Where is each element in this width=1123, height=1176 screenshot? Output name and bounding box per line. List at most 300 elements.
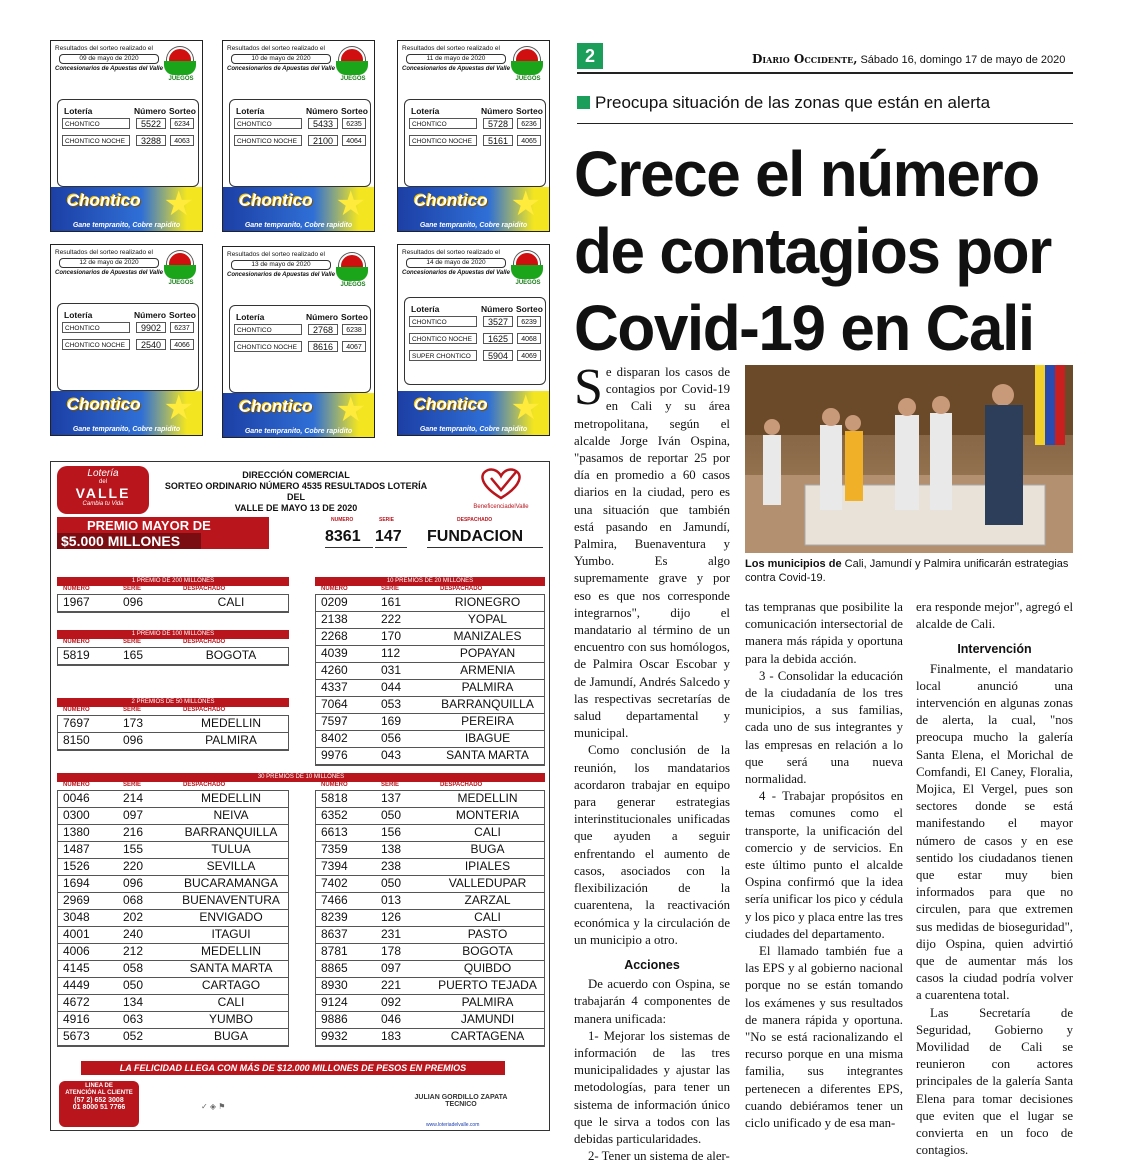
lottery-name: CHONTICO NOCHE <box>62 135 130 146</box>
prize-row <box>57 824 289 842</box>
prize-row <box>315 875 545 893</box>
prize-city: MEDELLIN <box>200 791 262 805</box>
prize-number: 8865 <box>321 961 348 975</box>
prize-city: POPAYAN <box>459 646 516 660</box>
prize-number: 4145 <box>63 961 90 975</box>
line-l3: (57 2) 652 3008 <box>74 1097 124 1104</box>
prize-row <box>315 594 545 612</box>
kicker-rule <box>577 123 1073 124</box>
issue-date: Sábado 16, domingo 17 de mayo de 2020 <box>860 54 1066 66</box>
winning-number: 2100 <box>308 135 338 146</box>
prize-serie: 214 <box>123 791 144 805</box>
logo-top: Lotería <box>87 468 119 479</box>
prize-number: 5818 <box>321 791 348 805</box>
prize-number: 2268 <box>321 629 348 643</box>
prize-number: 5819 <box>63 648 90 662</box>
prize-number: 4260 <box>321 663 348 677</box>
chontico-card <box>397 40 550 232</box>
caption-text: Cali, Jamundí y Palmira unificarán estrategias contra Covid-19. <box>745 558 1069 584</box>
juegos-label: JUEGOS <box>515 76 541 82</box>
draw-number: 4064 <box>342 135 366 146</box>
col-numero: Número <box>481 106 514 116</box>
prize-row <box>315 730 545 748</box>
prize-col-header: NUMERO <box>63 707 90 713</box>
logo-del: del <box>98 479 107 485</box>
chontico-banner <box>223 393 374 437</box>
results-table <box>57 99 199 187</box>
chontico-brand: Chontico <box>239 191 313 210</box>
prize-col-header: NUMERO <box>63 586 90 592</box>
prize-title: 30 PREMIOS DE 10 MILLONES <box>57 773 545 782</box>
chontico-brand: Chontico <box>414 395 488 414</box>
col-loteria: Lotería <box>236 312 265 322</box>
prize-serie: 050 <box>381 876 402 890</box>
lottery-name: CHONTICO <box>62 118 130 129</box>
col-sorteo: Sorteo <box>169 310 196 320</box>
prize-serie: 096 <box>123 595 144 609</box>
loteria-logo <box>57 466 149 514</box>
prize-city: MEDELLIN <box>457 791 518 805</box>
beneficencia-logo <box>461 466 541 514</box>
draw-number: 4063 <box>170 135 194 146</box>
chontico-banner <box>398 187 549 231</box>
prize-number: 4449 <box>63 978 90 992</box>
winning-number: 5522 <box>136 118 166 129</box>
prize-row <box>315 960 545 978</box>
prize-number: 8930 <box>321 978 348 992</box>
prize-city: CALI <box>474 910 501 924</box>
col-numero: Número <box>481 304 514 314</box>
green-swoosh-icon <box>164 61 196 75</box>
winning-number: 3288 <box>136 135 166 146</box>
chontico-brand: Chontico <box>414 191 488 210</box>
kicker <box>577 93 990 113</box>
prize-row <box>315 790 545 808</box>
prize-number: 6613 <box>321 825 348 839</box>
prize-city: PALMIRA <box>461 995 514 1009</box>
caption-bold: Los municipios de <box>745 558 842 570</box>
photo-caption <box>745 557 1073 585</box>
card-concession: Concesionarios de Apuestas del Valle <box>227 272 335 278</box>
prize-city: TULUA <box>211 842 251 856</box>
chontico-card <box>50 40 203 232</box>
winning-number: 8616 <box>308 341 338 352</box>
card-header <box>55 249 165 277</box>
paper-name: Diario Occidente, <box>752 52 858 66</box>
loteria-url: www.loteriadelvalle.com <box>426 1122 480 1128</box>
col1-p3: De acuerdo con Ospina, se trabajarán 4 componentes de manera unificada: <box>574 977 730 1026</box>
card-date: 10 de mayo de 2020 <box>231 54 331 64</box>
prize-number: 1694 <box>63 876 90 890</box>
prize-col-header: NUMERO <box>63 639 90 645</box>
card-header-prefix: Resultados del sorteo realizado el <box>227 45 325 52</box>
prize-number: 9932 <box>321 1029 348 1043</box>
prize-number: 1487 <box>63 842 90 856</box>
prize-number: 8781 <box>321 944 348 958</box>
col-sorteo: Sorteo <box>341 312 368 322</box>
chontico-brand: Chontico <box>67 395 141 414</box>
prize-row <box>315 841 545 859</box>
card-date: 14 de mayo de 2020 <box>406 258 506 268</box>
draw-number: 4068 <box>517 333 541 344</box>
col3-p3: Las Secretaría de Seguridad, Gobierno y Movilidad de Cali se reunieron con actores principales de la galería Santa Elena para tomar decisiones que eviten que el lugar se convierta en un foco de contagios. <box>916 1005 1073 1158</box>
line-l1: LINEA DE <box>85 1083 113 1089</box>
prize-number: 9886 <box>321 1012 348 1026</box>
prize-number: 8402 <box>321 731 348 745</box>
winning-number: 5433 <box>308 118 338 129</box>
prize-serie: 221 <box>381 978 402 992</box>
prize-number: 8239 <box>321 910 348 924</box>
premio-lbl-serie: SERIE <box>379 517 395 523</box>
premio-mayor-serie: 147 <box>375 527 407 548</box>
chontico-brand: Chontico <box>67 191 141 210</box>
prize-serie: 156 <box>381 825 402 839</box>
subhead-intervencion: Intervención <box>957 642 1032 657</box>
prize-serie: 063 <box>123 1012 144 1026</box>
prize-serie: 231 <box>381 927 402 941</box>
draw-number: 4066 <box>170 339 194 350</box>
card-header <box>402 249 512 277</box>
headline: Crece el número de contagios por Covid-19 en Cali <box>574 138 1051 364</box>
prize-serie: 202 <box>123 910 144 924</box>
prize-title: 1 PREMIO DE 200 MILLONES <box>57 577 289 586</box>
card-concession: Concesionarios de Apuestas del Valle <box>402 270 510 276</box>
prize-city: SEVILLA <box>206 859 256 873</box>
prize-row <box>315 696 545 714</box>
prize-serie: 238 <box>381 859 402 873</box>
col-sorteo: Sorteo <box>341 106 368 116</box>
prize-row <box>315 824 545 842</box>
drop-cap: S <box>574 359 603 416</box>
col-loteria: Lotería <box>236 106 265 116</box>
officials-photo-illustration <box>745 365 1073 553</box>
winning-number: 9902 <box>136 322 166 333</box>
draw-number: 4069 <box>517 350 541 361</box>
chontico-banner <box>51 391 202 435</box>
prize-city: MEDELLIN <box>200 944 262 958</box>
prize-number: 8637 <box>321 927 348 941</box>
prize-serie: 056 <box>381 731 402 745</box>
prize-serie: 216 <box>123 825 144 839</box>
prize-row <box>315 926 545 944</box>
col-numero: Número <box>134 106 167 116</box>
col1-p1: e disparan los casos de contagios por Covid-19 en Cali y su área metropolitana, según el alcalde Jorge Iván Ospina, "pasamos de reportar 25 por día en promedio a 60 casos diarios en la ciudad, pero es una situación que también está pasando en Jamundí, Palmira, Buenaventura y Yumbo. Es algo supremamente grave y por eso es que nos corresponde integrarnos", dijo el mandatario al término de un encuentro con sus homólogos, de Palmira Oscar Escobar y de Jamundí, Andrés Salcedo y las respectivas secretarías de salud departamental y municipal. <box>574 365 730 741</box>
prize-serie: 046 <box>381 1012 402 1026</box>
star-icon: ★ <box>335 185 366 223</box>
page-number: 2 <box>577 43 603 69</box>
chontico-card <box>222 246 375 438</box>
card-header <box>402 45 512 73</box>
chontico-row <box>62 135 194 147</box>
premio-mayor-despachado: FUNDACION <box>427 527 543 548</box>
prize-row <box>57 858 289 876</box>
chontico-card <box>222 40 375 232</box>
chontico-slogan: Gane tempranito, Cobre rapidito <box>72 222 181 229</box>
prize-serie: 096 <box>123 876 144 890</box>
draw-number: 6234 <box>170 118 194 129</box>
prize-number: 7064 <box>321 697 348 711</box>
prize-number: 0300 <box>63 808 90 822</box>
prize-city: PALMIRA <box>205 733 257 747</box>
prize-city: VALLEDUPAR <box>448 876 527 890</box>
card-date: 11 de mayo de 2020 <box>406 54 506 64</box>
juegos-label: JUEGOS <box>515 280 541 286</box>
prize-serie: 112 <box>381 646 401 660</box>
prize-city: CALI <box>217 595 245 609</box>
chontico-row <box>409 118 541 130</box>
prize-row <box>315 943 545 961</box>
prize-city: BARRANQUILLA <box>184 825 278 839</box>
chontico-banner <box>223 187 374 231</box>
prize-row <box>315 645 545 663</box>
prize-title: 10 PREMIOS DE 20 MILLONES <box>315 577 545 586</box>
prize-number: 2138 <box>321 612 348 626</box>
green-swoosh-icon <box>164 265 196 279</box>
prize-number: 1526 <box>63 859 90 873</box>
prize-serie: 240 <box>123 927 144 941</box>
chontico-row <box>234 324 366 336</box>
prize-row <box>57 892 289 910</box>
prize-serie: 165 <box>123 648 144 662</box>
customer-line <box>59 1081 139 1127</box>
prize-serie: 134 <box>123 995 144 1009</box>
logo-name: VALLE <box>75 485 131 501</box>
loteria-del-valle-results <box>50 461 550 1131</box>
prize-city: SANTA MARTA <box>446 748 529 762</box>
prize-row <box>315 909 545 927</box>
prize-number: 9976 <box>321 748 348 762</box>
prize-serie: 043 <box>381 748 402 762</box>
prize-serie: 031 <box>381 663 402 677</box>
prize-row <box>315 892 545 910</box>
results-table <box>229 99 371 187</box>
prize-serie: 096 <box>123 733 144 747</box>
winning-number: 2540 <box>136 339 166 350</box>
title-line3: VALLE DE MAYO 13 DE 2020 <box>234 503 358 513</box>
winning-number: 1625 <box>483 333 513 344</box>
sponsor-logos: ✓ ◈ ⚑ <box>201 1102 226 1111</box>
prize-number: 4337 <box>321 680 348 694</box>
prize-number: 4001 <box>63 927 90 941</box>
prize-serie: 220 <box>123 859 144 873</box>
lottery-name: CHONTICO NOCHE <box>234 135 302 146</box>
prize-city: NEIVA <box>213 808 249 822</box>
chontico-slogan: Gane tempranito, Cobre rapidito <box>72 426 181 433</box>
prize-serie: 137 <box>381 791 402 805</box>
kicker-square-icon <box>577 96 590 109</box>
prize-row <box>315 858 545 876</box>
prize-col-header: SERIE <box>123 707 142 713</box>
premio-mayor-label: PREMIO MAYOR DE <box>87 518 211 533</box>
card-date: 12 de mayo de 2020 <box>59 258 159 268</box>
prize-row <box>315 977 545 995</box>
prize-city: MEDELLIN <box>200 716 262 730</box>
prize-city: BUENAVENTURA <box>182 893 280 907</box>
prize-serie: 013 <box>381 893 402 907</box>
draw-number: 4065 <box>517 135 541 146</box>
chontico-row <box>409 135 541 147</box>
prize-serie: 212 <box>123 944 144 958</box>
prize-number: 0209 <box>321 595 348 609</box>
juegos-logo <box>164 47 198 85</box>
prize-col-header: NUMERO <box>321 586 348 592</box>
prize-number: 7597 <box>321 714 348 728</box>
prize-row <box>57 994 289 1012</box>
prize-serie: 044 <box>381 680 402 694</box>
prize-col-header: NUMERO <box>321 782 348 788</box>
prize-number: 7466 <box>321 893 348 907</box>
winning-number: 5728 <box>483 118 513 129</box>
green-swoosh-icon <box>336 61 368 75</box>
prize-row <box>57 647 289 665</box>
signer-name: JULIAN GORDILLO ZAPATA <box>414 1094 508 1101</box>
prize-row <box>57 977 289 995</box>
draw-number: 6239 <box>517 316 541 327</box>
prize-col-header: SERIE <box>381 586 400 592</box>
prize-city: MANIZALES <box>453 629 522 643</box>
chontico-row <box>62 339 194 351</box>
prize-number: 4039 <box>321 646 348 660</box>
prize-row <box>57 926 289 944</box>
col1-p4: 1- Mejorar los sistemas de información de las tres municipalidades y ajustar las metodologías, para tener un sistema de información único que le sirva a todos con las debidas particularidades. <box>574 1028 730 1146</box>
prize-row <box>315 628 545 646</box>
news-photo <box>745 365 1073 553</box>
winning-number: 5161 <box>483 135 513 146</box>
footer-slogan: LA FELICIDAD LLEGA CON MÁS DE $12.000 MILLONES DE PESOS EN PREMIOS <box>81 1061 505 1075</box>
draw-number: 4067 <box>342 341 366 352</box>
prize-city: IBAGUE <box>464 731 511 745</box>
prize-serie: 097 <box>123 808 144 822</box>
prize-number: 0046 <box>63 791 90 805</box>
prize-city: PEREIRA <box>461 714 514 728</box>
chontico-row <box>409 333 541 345</box>
col-loteria: Lotería <box>411 106 440 116</box>
prize-row <box>315 713 545 731</box>
draw-number: 6235 <box>342 118 366 129</box>
draw-number: 6237 <box>170 322 194 333</box>
prize-city: BOGOTA <box>205 648 257 662</box>
prize-number: 1380 <box>63 825 90 839</box>
prize-serie: 169 <box>381 714 402 728</box>
prize-col-header: SERIE <box>123 586 142 592</box>
prize-city: BARRANQUILLA <box>441 697 534 711</box>
prize-row <box>315 807 545 825</box>
lottery-name: SUPER CHONTICO <box>409 350 477 361</box>
kicker-text: Preocupa situación de las zonas que están en alerta <box>595 93 991 112</box>
star-icon: ★ <box>163 389 194 427</box>
col2-p2: 3 - Consolidar la educación de la ciudadanía de los tres municipios, a sus familias, cada uno de sus integrantes y las empresas en relación a lo que será una nueva normalidad. <box>745 668 903 787</box>
prize-row <box>57 594 289 612</box>
winning-number: 3527 <box>483 316 513 327</box>
prize-number: 7402 <box>321 876 348 890</box>
prize-row <box>57 1011 289 1029</box>
juegos-label: JUEGOS <box>168 280 194 286</box>
premio-mayor-numero: 8361 <box>325 527 373 548</box>
prize-number: 7697 <box>63 716 90 730</box>
star-icon: ★ <box>510 389 541 427</box>
juegos-label: JUEGOS <box>340 76 366 82</box>
prize-city: CALI <box>217 995 245 1009</box>
prize-serie: 161 <box>381 595 402 609</box>
prize-serie: 138 <box>381 842 402 856</box>
card-header-prefix: Resultados del sorteo realizado el <box>55 45 153 52</box>
prize-title: 2 PREMIOS DE 50 MILLONES <box>57 698 289 707</box>
title-line2: SORTEO ORDINARIO NÚMERO 4535 RESULTADOS LOTERÍA DEL <box>164 481 428 502</box>
prize-serie: 053 <box>381 697 402 711</box>
winning-number: 2768 <box>308 324 338 335</box>
col-sorteo: Sorteo <box>169 106 196 116</box>
prize-city: PASTO <box>467 927 508 941</box>
prize-col-header: DESPACHADO <box>183 782 226 788</box>
draw-number: 6238 <box>342 324 366 335</box>
prize-row <box>57 732 289 750</box>
prize-city: CARTAGENA <box>450 1029 525 1043</box>
prize-row <box>315 679 545 697</box>
col2-p3: 4 - Trabajar propósitos en temas comunes como el transporte, la unificación del comercio y de servicios. En este último punto el alcalde Ospina confirmó que la idea sería unificar los pico y cédula y los pico y placa entre las tres ciudades del departamento. <box>745 789 903 941</box>
beneficencia-text: BeneficenciadelValle <box>473 504 529 510</box>
prize-city: BUCARAMANGA <box>183 876 278 890</box>
premio-mayor <box>57 517 545 549</box>
prize-city: BUGA <box>470 842 505 856</box>
results-table <box>404 297 546 385</box>
col-numero: Número <box>306 106 339 116</box>
chontico-slogan: Gane tempranito, Cobre rapidito <box>244 222 353 229</box>
chontico-slogan: Gane tempranito, Cobre rapidito <box>419 426 528 433</box>
chontico-slogan: Gane tempranito, Cobre rapidito <box>244 428 353 435</box>
col1-p2: Como conclusión de la reunión, los mandatarios acordaron trabajar en equipo para generar estrategias interinstitucionales unificadas que ayuden a seguir enfrentando el aumento de casos, asociados con la flexibilización de la cuarentena, la reactivación económica y la circulación de un municipio a otro. <box>574 743 730 947</box>
card-header <box>227 45 337 73</box>
prize-col-header: DESPACHADO <box>440 782 483 788</box>
prize-serie: 058 <box>123 961 144 975</box>
loteria-title <box>161 470 431 514</box>
card-header-prefix: Resultados del sorteo realizado el <box>402 45 500 52</box>
prize-serie: 155 <box>123 842 144 856</box>
col2-p1: tas tempranas que posibilite la comunicación intersectorial de manera más rápida y oportuna para la debida acción. <box>745 600 903 666</box>
prize-serie: 173 <box>123 716 144 730</box>
col-sorteo: Sorteo <box>516 304 543 314</box>
prize-city: BOGOTA <box>462 944 513 958</box>
results-table <box>404 99 546 187</box>
line-l4: 01 8000 51 7766 <box>72 1104 126 1111</box>
loteria-header <box>51 462 549 518</box>
chontico-row <box>234 118 366 130</box>
col-loteria: Lotería <box>64 106 93 116</box>
prize-city: SANTA MARTA <box>189 961 273 975</box>
juegos-logo <box>336 47 370 85</box>
prize-row <box>57 1028 289 1046</box>
prize-serie: 097 <box>381 961 402 975</box>
prize-row <box>57 943 289 961</box>
lottery-name: CHONTICO NOCHE <box>62 339 130 350</box>
prize-city: ZARZAL <box>464 893 511 907</box>
prize-number: 7359 <box>321 842 348 856</box>
col1-p5: 2- Tener un sistema de aler- <box>588 1149 730 1164</box>
juegos-logo <box>511 47 545 85</box>
signer-title: TECNICO <box>445 1101 477 1108</box>
results-table <box>229 305 371 393</box>
prize-row <box>57 841 289 859</box>
juegos-label: JUEGOS <box>168 76 194 82</box>
article-column-1 <box>574 359 730 1165</box>
article-column-2 <box>745 599 903 1132</box>
green-swoosh-icon <box>511 61 543 75</box>
prize-city: CALI <box>474 825 501 839</box>
prize-row <box>57 960 289 978</box>
prize-row <box>315 1028 545 1046</box>
prize-number: 3048 <box>63 910 90 924</box>
prize-serie: 092 <box>381 995 402 1009</box>
card-concession: Concesionarios de Apuestas del Valle <box>55 66 163 72</box>
